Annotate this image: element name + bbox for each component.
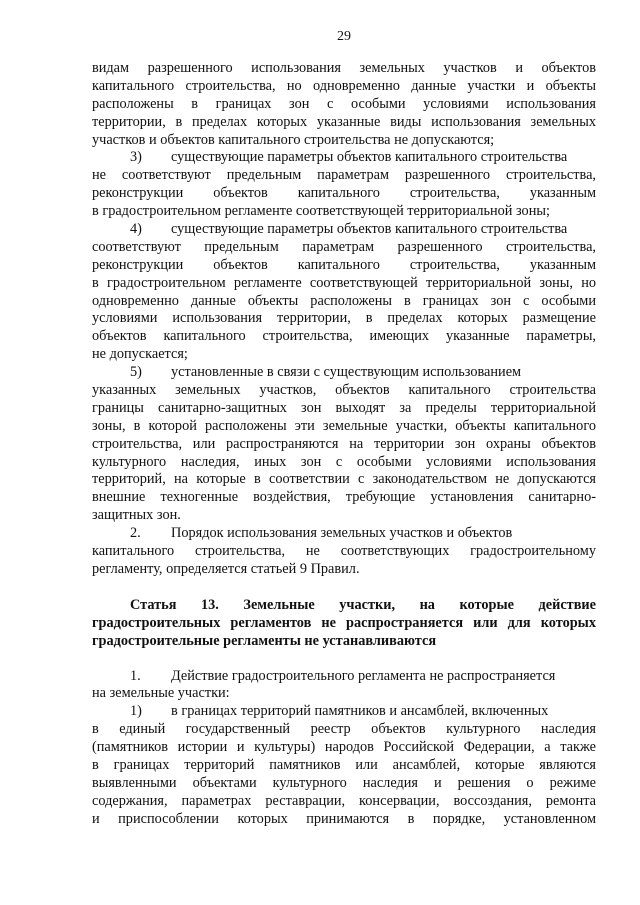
item-number: 1. (130, 667, 141, 684)
text-line: не соответствуют предельным параметрам разрешенного строительства, (92, 167, 596, 184)
text-line: указанных земельных участков, объектов капитального строительства (92, 382, 596, 399)
text-line: расположены в границах зон с особыми условиями использования (92, 95, 596, 112)
item-number: 5) (130, 364, 142, 381)
list-item-4 (92, 221, 596, 364)
sub-item-1 (92, 703, 596, 828)
text-line: на земельные участки: (92, 685, 230, 702)
text-line: реконструкции объектов капитального строительства, указанным (92, 185, 596, 202)
document-page (92, 28, 596, 829)
item-number: 2. (130, 525, 141, 542)
text-line: территорий, на которые в соответствии с законодательством не допускаются (92, 471, 596, 488)
text-line: не допускается; (92, 346, 188, 363)
item-number: 3) (130, 149, 142, 166)
text-line (92, 364, 596, 382)
text-line: защитных зон. (92, 507, 181, 524)
text-line (92, 221, 596, 239)
text-line: в градостроительном регламенте соответствующей территориальной зоны; (92, 203, 550, 220)
text-line: в единый государственный реестр объектов культурного наследия (92, 721, 596, 738)
text-line: регламенту, определяется статьей 9 Правил. (92, 560, 360, 577)
item-text: в границах территорий памятников и ансамблей, включенных (171, 703, 549, 720)
text-line (92, 149, 596, 167)
text-line: капитального строительства, но одновременно данные участки и объекты (92, 77, 596, 94)
section-continuation (92, 60, 596, 149)
text-line: в границах территорий памятников или ансамблей, которые являются (92, 756, 596, 773)
item-text: Порядок использования земельных участков и объектов (171, 525, 513, 542)
text-line: капитального строительства, не соответствующих градостроительному (92, 543, 596, 560)
text-line: зоны, в которой расположены эти земельные участки, объекты капитального (92, 417, 596, 434)
heading-line: градостроительных регламентов не распространяется или для которых (92, 614, 596, 631)
item-text: установленные в связи с существующим использованием (171, 364, 522, 381)
text-line: условиями использования территории, в пределах которых размещение (92, 310, 596, 327)
text-line: в градостроительном регламенте соответствующей территориальной зоны, но (92, 274, 596, 291)
text-line: культурного наследия, иных зон с особыми условиями использования (92, 453, 596, 470)
text-line (92, 703, 596, 721)
paragraph-1 (92, 668, 596, 704)
text-line (92, 668, 596, 686)
heading-line: градостроительные регламенты не устанавливаются (92, 632, 437, 649)
text-line: выявленными объектами культурного наследия и решения о режиме (92, 774, 596, 791)
item-text: существующие параметры объектов капитального строительства (171, 221, 568, 238)
text-line: границы санитарно-защитных зон выходят за пределы территориальной (92, 399, 596, 416)
page-number: 29 (337, 29, 351, 44)
text-line: внешние техногенные воздействия, требующие установления санитарно- (92, 489, 596, 506)
text-line: строительства, или распространяются на территории зон охраны объектов (92, 435, 596, 452)
item-number: 4) (130, 221, 142, 238)
text-line: реконструкции объектов капитального строительства, указанным (92, 256, 596, 273)
item-text: существующие параметры объектов капитального строительства (171, 149, 568, 166)
text-line: объектов капитального строительства, имеющих указанные параметры, (92, 328, 596, 345)
text-line (92, 525, 596, 543)
text-line: видам разрешенного использования земельных участков и объектов (92, 60, 596, 76)
article-heading (92, 597, 596, 651)
list-item-3 (92, 149, 596, 221)
text-line: соответствуют предельным параметрам разрешенного строительства, (92, 238, 596, 255)
text-line: содержания, параметрах реставрации, консервации, воссоздания, ремонта (92, 792, 596, 809)
item-text: Действие градостроительного регламента не распространяется (171, 667, 556, 684)
text-line: и приспособлении которых принимаются в порядке, установленном (92, 810, 596, 827)
text-line: территории, в пределах которых указанные виды использования земельных (92, 113, 596, 130)
paragraph-2 (92, 525, 596, 579)
list-item-5 (92, 364, 596, 525)
heading-line: Статья 13. Земельные участки, на которые действие (130, 596, 596, 613)
text-line: участков и объектов капитального строительства не допускаются; (92, 131, 495, 148)
item-number: 1) (130, 703, 142, 720)
text-line: (памятников истории и культуры) народов Российской Федерации, а также (92, 739, 596, 756)
text-line: одновременно данные объекты расположены в границах зон с особыми (92, 292, 596, 309)
